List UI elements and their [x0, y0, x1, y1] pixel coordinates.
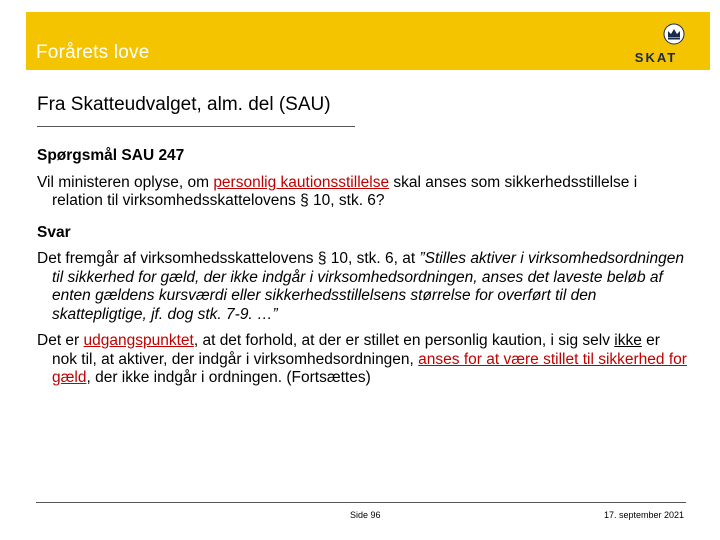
law-quote: ”Stilles aktiver i virksomhedsordningen til sikkerhed for gæld, der ikke indgår i virksomhedsordningen, anses det laveste beløb af enten gældens kursværdi eller sikkerhedsstillelsens størrelse for overført til den skattepligtige, jf. dog stk. 7-9. …” [52, 250, 684, 323]
highlight-link[interactable]: udgangspunktet [83, 332, 194, 349]
question-text [37, 174, 687, 211]
answer-heading: Svar [37, 223, 71, 241]
underlined-word: ikke [614, 332, 642, 349]
question-text-part: Vil ministeren oplyse, om [37, 173, 214, 191]
highlight-link[interactable]: anses for at være stillet til sikkerhed for gæld [52, 350, 687, 386]
header-bar [26, 12, 710, 70]
answer-text-part: , at det forhold, at der er stillet en personlig kaution, i sig selv [193, 332, 615, 349]
question-text-part: skal anses som sikkerhedsstillelse i relation til virksomhedsskattelovens § 10, stk. 6? [52, 173, 638, 209]
answer-text-part: er nok til, at aktiver, der indgår i virksomhedsordningen, [52, 332, 660, 368]
subtitle-divider [37, 126, 355, 127]
footer-page-number: Side 96 [350, 510, 381, 520]
skat-logo [616, 20, 696, 66]
slide-content [37, 147, 687, 388]
header-title: Forårets love [36, 42, 150, 63]
page-subtitle: Fra Skatteudvalget, alm. del (SAU) [37, 94, 331, 115]
question-heading: Spørgsmål SAU 247 [37, 147, 185, 164]
answer-text-part: Det fremgår af virksomhedsskattelovens § 10, stk. 6, at [37, 250, 420, 267]
footer-date: 17. september 2021 [603, 510, 684, 520]
answer-paragraph-2 [37, 332, 687, 388]
highlight-link[interactable]: personlig kautionsstillelse [213, 173, 390, 191]
answer-text-part: , der ikke indgår i ordningen. (Fortsættes) [86, 369, 371, 386]
answer-paragraph-1 [37, 250, 687, 324]
footer-divider [36, 502, 686, 503]
crown-icon [664, 24, 684, 44]
answer-text-part: Det er [37, 332, 84, 349]
logo-wordmark: SKAT [634, 50, 678, 65]
